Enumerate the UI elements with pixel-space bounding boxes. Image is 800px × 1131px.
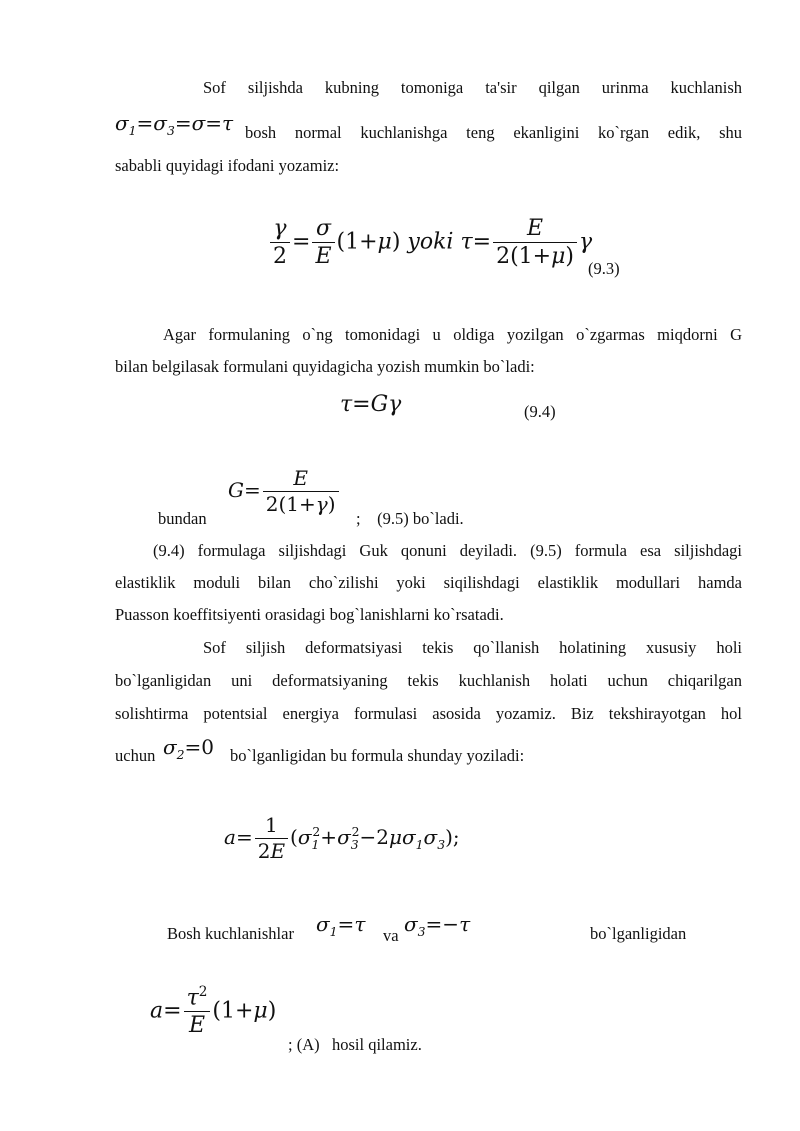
para5-equation-2: $\sigma_3=-\tau$ xyxy=(404,912,471,939)
para2-line1: Agar formulaning o`ng tomonidagi u oldiga yozilgan o`zgarmas miqdorni G xyxy=(163,325,742,344)
para1-line3: sababli quyidagi ifodani yozamiz: xyxy=(115,156,340,175)
para4-line2: bo`lganligidan uni deformatsiyaning tekis kuchlanish holati uchun chiqarilgan xyxy=(115,671,742,690)
equation-9-5-suffix: ; (9.5) bo`ladi. xyxy=(356,509,464,528)
para5-equation-1: $\sigma_1=\tau$ xyxy=(316,912,366,939)
para5-va: va xyxy=(383,926,399,945)
para5-prefix: Bosh kuchlanishlar xyxy=(167,924,294,943)
para4-line3: solishtirma potentsial energiya formulasi asosida yozamiz. Biz tekshirayotgan hol xyxy=(115,704,742,723)
para4-uchun: uchun xyxy=(115,746,156,765)
para3-line2: elastiklik moduli bilan cho`zilishi yoki siqilishdagi elastiklik modullari hamda xyxy=(115,573,742,592)
equation-energy: a= $\frac{1}{2E}$ $(\sigma_1^2+\sigma_3^2-2\mu\sigma_1\sigma_3)$; xyxy=(224,813,460,863)
equation-9-3-number: (9.3) xyxy=(588,259,620,278)
equation-a-suffix: ; (A) hosil qilamiz. xyxy=(288,1035,422,1054)
bundan-word: bundan xyxy=(158,509,207,528)
yoki-word: yoki xyxy=(407,229,454,255)
para4-line4-suffix: bo`lganligidan bu formula shunday yoziladi: xyxy=(230,746,525,765)
equation-9-4: τ=Gγ xyxy=(340,392,402,417)
para1-line1: Sof siljishda kubning tomoniga ta'sir qilgan urinma kuchlanish xyxy=(203,78,742,97)
equation-9-5: G= $\frac{E}{2(1+\gamma)}$ xyxy=(228,468,341,515)
para1-line2: bosh normal kuchlanishga teng ekanligini ko`rgan edik, shu xyxy=(245,123,742,142)
equation-a: a= $\frac{\tau^2}{E}$ (1+μ) xyxy=(150,984,277,1039)
para5-suffix: bo`lganligidan xyxy=(590,924,687,943)
equation-9-3: $\frac{\gamma}{2}$ = $\frac{\sigma}{E}$ (1+μ) yoki τ= $\frac{E}{2(1+\mu)}$ γ xyxy=(268,217,592,268)
para1-equation: $\sigma_1=\sigma_3=\sigma=\tau$ xyxy=(115,111,234,138)
para4-equation: $\sigma_2=0$ xyxy=(163,735,215,762)
equation-9-4-number: (9.4) xyxy=(524,402,556,421)
para3-line1: (9.4) formulaga siljishdagi Guk qonuni deyiladi. (9.5) formula esa siljishdagi xyxy=(153,541,742,560)
para2-line2: bilan belgilasak formulani quyidagicha yozish mumkin bo`ladi: xyxy=(115,357,535,376)
para3-line3: Puasson koeffitsiyenti orasidagi bog`lanishlarni ko`rsatadi. xyxy=(115,605,504,624)
para4-line1: Sof siljish deformatsiyasi tekis qo`llanish holatining xususiy holi xyxy=(203,638,742,657)
